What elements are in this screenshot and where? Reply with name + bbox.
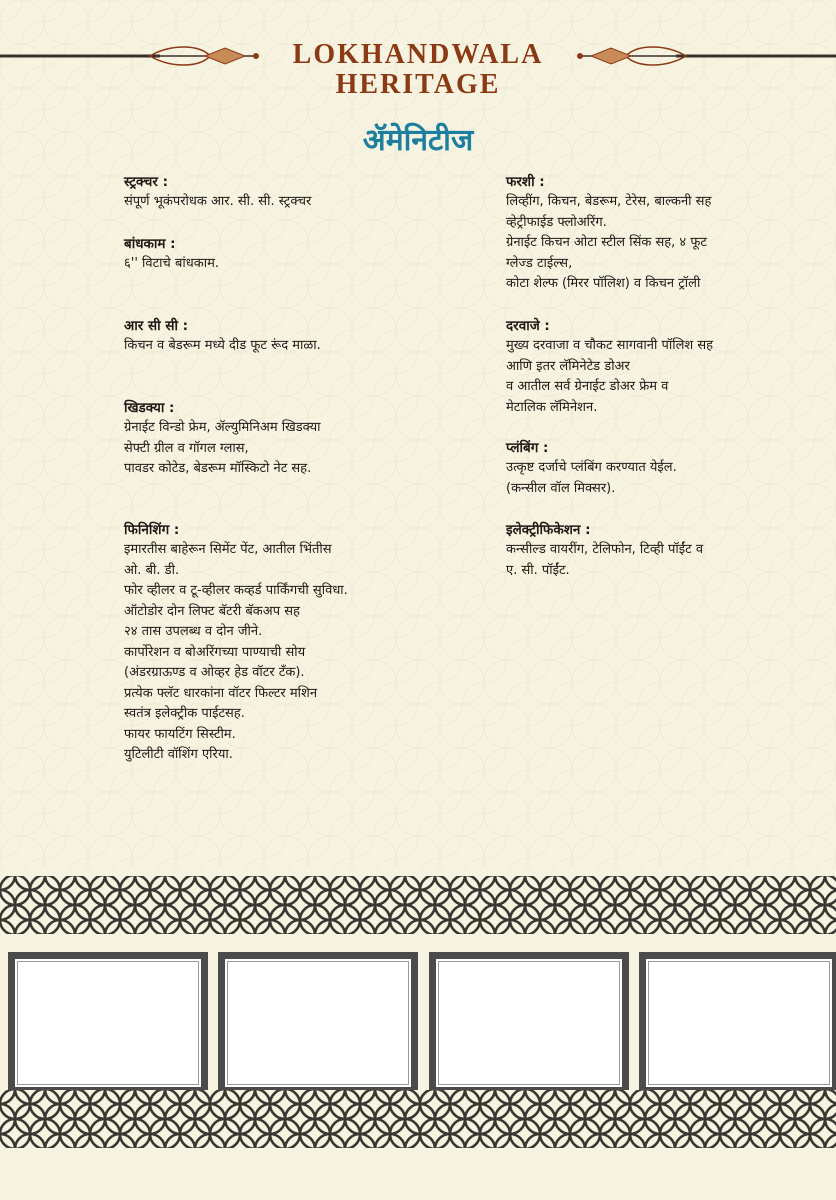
section-line: पावडर कोटेड, बेडरूम मॉस्किटो नेट सह. — [124, 461, 312, 476]
section-line: कोटा शेल्फ (मिरर पॉलिश) व किचन ट्रॉली — [506, 276, 701, 291]
section-line: व्हेट्रीफाईड फ्लोअरिंग. — [506, 214, 607, 230]
section-line: व आतील सर्व ग्रेनाईट डोअर फ्रेम व — [506, 379, 669, 394]
section-line: फायर फायटिंग सिस्टीम. — [124, 726, 236, 742]
brand-name-line1: LOKHANDWALA — [292, 39, 544, 70]
section-finishing — [124, 520, 454, 766]
section-title: स्ट्रक्चर : — [124, 174, 168, 190]
section-line: ओ. बी. डी. — [124, 562, 180, 578]
section-line: ग्लेज्ड टाईल्स, — [506, 255, 573, 271]
photo-frame — [639, 952, 836, 1094]
brand-name-line2: HERITAGE — [335, 69, 501, 100]
section-electrification — [506, 520, 836, 581]
section-title: आर सी सी : — [124, 318, 189, 334]
section-line: स्वतंत्र इलेक्ट्रीक पाईटसह. — [124, 706, 245, 721]
section-line: युटिलीटी वॉशिंग एरिया. — [124, 747, 233, 762]
section-title: बांधकाम : — [124, 236, 176, 252]
section-line: प्रत्येक फ्लॅट धारकांना वॉटर फिल्टर मशिन — [124, 685, 318, 701]
section-line: (कन्सील वॉल मिक्सर). — [506, 480, 616, 496]
photo-frame — [8, 952, 208, 1094]
section-title: दरवाजे : — [506, 318, 550, 334]
photo-frame — [218, 952, 418, 1094]
section-line: किचन व बेडरूम मध्ये दीड फूट रूंद माळा. — [124, 338, 321, 353]
section-title: फरशी : — [506, 174, 545, 190]
section-line: ग्रेनाईट विन्डो फ्रेम, ॲल्युमिनिअम खिडक्या — [124, 420, 321, 435]
section-line: संपूर्ण भूकंपरोधक आर. सी. सी. स्ट्रक्चर — [124, 194, 312, 209]
section-line: फोर व्हीलर व टू-व्हीलर कव्हर्ड पार्किंगची सुविधा. — [124, 583, 348, 598]
section-line: सेफ्टी ग्रील व गॉगल ग्लास, — [124, 440, 249, 456]
section-title: खिडक्या : — [124, 400, 175, 416]
section-line: लिव्हींग, किचन, बेडरूम, टेरेस, बाल्कनी सह — [506, 194, 712, 209]
lattice-band-top — [0, 876, 836, 934]
section-line: (अंडरग्राऊण्ड व ओव्हर हेड वॉटर टँक). — [124, 665, 305, 680]
section-line: ऑटोडोर दोन लिफ्ट बॅटरी बॅकअप सह — [124, 603, 300, 619]
section-line: ६'' विटाचे बांधकाम. — [124, 256, 219, 271]
section-line: ग्रेनाईट किचन ओटा स्टील सिंक सह, ४ फूट — [506, 235, 707, 250]
section-title: इलेक्ट्रीफिकेशन : — [506, 522, 591, 538]
section-structure — [124, 172, 454, 213]
section-line: आणि इतर लॅमिनेटेड डोअर — [506, 358, 630, 374]
page-title: ॲमेनिटीज — [362, 123, 474, 158]
section-title: प्लंबिंग : — [506, 440, 549, 456]
section-line: कार्पोरेशन व बोअरिंगच्या पाण्याची सोय — [124, 644, 306, 660]
section-line: २४ तास उपलब्ध व दोन जीने. — [124, 624, 263, 639]
section-line: मेटालिक लॅमिनेशन. — [506, 399, 598, 415]
section-line: मुख्य दरवाजा व चौकट सागवानी पॉलिश सह — [506, 338, 714, 353]
ornament-left — [0, 44, 265, 68]
section-doors — [506, 316, 836, 418]
section-line: इमारतीस बाहेरून सिमेंट पेंट, आतील भिंतीस — [124, 542, 332, 557]
section-line: उत्कृष्ट दर्जाचे प्लंबिंग करण्यात येईल. — [506, 460, 677, 475]
ornament-right — [571, 44, 836, 68]
section-rcc — [124, 316, 454, 357]
section-title: फिनिशिंग : — [124, 522, 180, 538]
photo-frame — [429, 952, 629, 1094]
section-windows — [124, 398, 454, 480]
lattice-band-bottom — [0, 1090, 836, 1148]
section-flooring — [506, 172, 836, 295]
section-masonry — [124, 234, 454, 275]
section-plumbing — [506, 438, 836, 499]
section-line: ए. सी. पॉईंट. — [506, 562, 570, 578]
section-line: कन्सील्ड वायरींग, टेलिफोन, टिव्ही पॉईंट व — [506, 542, 704, 557]
